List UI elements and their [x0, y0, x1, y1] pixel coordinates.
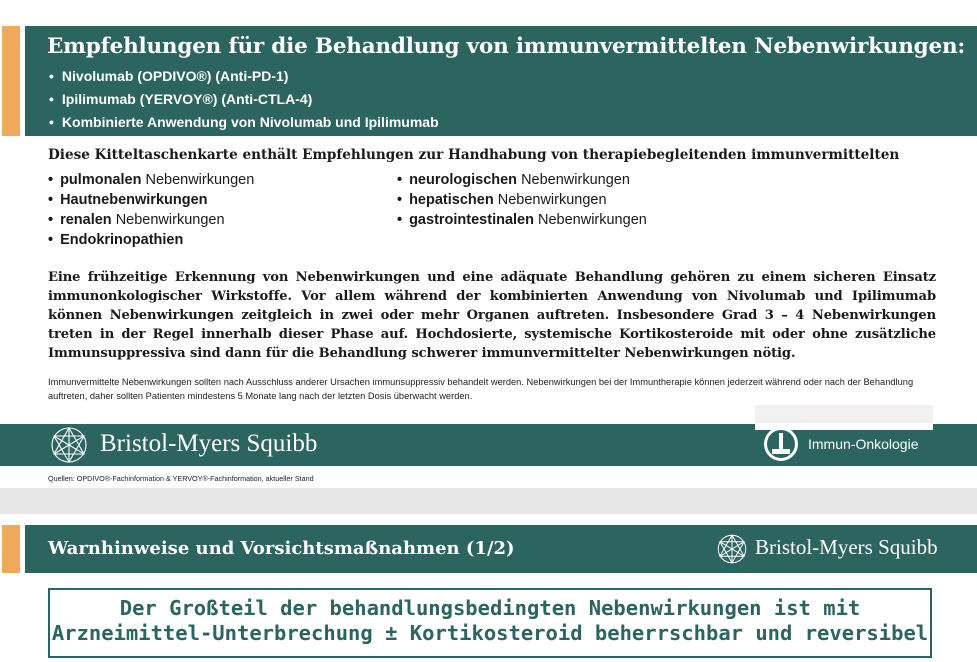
warnings-card — [0, 514, 977, 662]
card-title: Empfehlungen für die Behandlung von immunvermittelten Nebenwirkungen: — [47, 34, 966, 59]
side-effect-item: • gastrointestinalen Nebenwirkungen — [397, 210, 647, 230]
warning-paragraph: Eine frühzeitige Erkennung von Nebenwirkungen und eine adäquate Behandlung gehören zu einem sicheren Einsatz immunonkologischer Wirkstoffe. Vor allem während der kombinierten Anwendung von Nivolumab und Ipilimumab können Nebenwirkungen zeitgleich in zwei oder mehr Organen auftreten. Insbesondere Grad 3 – 4 Nebenwirkungen treten in der Regel innerhalb dieser Phase auf. Hochdosierte, systemische Kortikosteroide mit oder ohne zusätzliche Immunsuppressiva sind dann für die Behandlung schwerer immunvermittelter Nebenwirkungen nötig. — [48, 270, 936, 361]
side-effect-item: • pulmonalen Nebenwirkungen — [48, 170, 254, 190]
side-effect-item: • Endokrinopathien — [48, 230, 254, 250]
key-message-line: Arzneimittel-Unterbrechung ± Kortikosteroid beherrschbar und reversibel — [51, 621, 929, 645]
brand-name: Bristol-Myers Squibb — [755, 535, 938, 559]
side-effect-item: • neurologischen Nebenwirkungen — [397, 170, 647, 190]
side-effects-right — [397, 170, 647, 230]
drug-item: • Ipilimumab (YERVOY®) (Anti-CTLA-4) — [49, 88, 439, 111]
orange-tab-marker — [2, 26, 20, 136]
immun-onkologie-icon — [764, 427, 798, 461]
brand-footer — [0, 424, 977, 466]
orange-tab-marker — [2, 525, 20, 573]
side-effect-item: • Hautnebenwirkungen — [48, 190, 254, 210]
side-effect-item: • renalen Nebenwirkungen — [48, 210, 254, 230]
key-message — [50, 596, 930, 646]
drug-item: • Kombinierte Anwendung von Nivolumab und Ipilimumab — [49, 111, 439, 134]
drug-item: • Nivolumab (OPDIVO®) (Anti-PD-1) — [49, 65, 439, 88]
intro-text: Diese Kitteltaschenkarte enthält Empfehlungen zur Handhabung von therapiebegleitenden immunvermittelten — [48, 147, 900, 163]
key-message-box — [48, 588, 932, 658]
bms-star-logo-icon — [48, 426, 90, 464]
bms-star-logo-icon — [715, 533, 749, 565]
card-header — [25, 26, 977, 136]
brand-name: Bristol-Myers Squibb — [100, 430, 318, 457]
card-title: Warnhinweise und Vorsichtsmaßnahmen (1/2) — [48, 538, 515, 559]
faint-bar — [755, 405, 933, 423]
card-separator — [0, 488, 977, 514]
side-effect-item: • hepatischen Nebenwirkungen — [397, 190, 647, 210]
side-effects-left — [48, 170, 254, 250]
io-label: Immun-Onkologie — [808, 436, 919, 452]
key-message-line: Der Großteil der behandlungsbedingten Nebenwirkungen ist mit — [119, 596, 861, 620]
monitoring-note: Immunvermittelte Nebenwirkungen sollten nach Ausschluss anderer Ursachen immunsuppressiv behandelt werden. Nebenwirkungen bei der Immuntherapie können jederzeit während oder nach der Behandlung auftreten, daher sollten Patienten mindestens 5 Monate lang nach der letzten Dosis überwacht werden. — [48, 377, 914, 401]
card-header — [25, 525, 977, 573]
drug-list — [49, 65, 439, 134]
source-note: Quellen: OPDIVO®-Fachinformation & YERVOY®-Fachinformation, aktueller Stand — [48, 474, 314, 483]
